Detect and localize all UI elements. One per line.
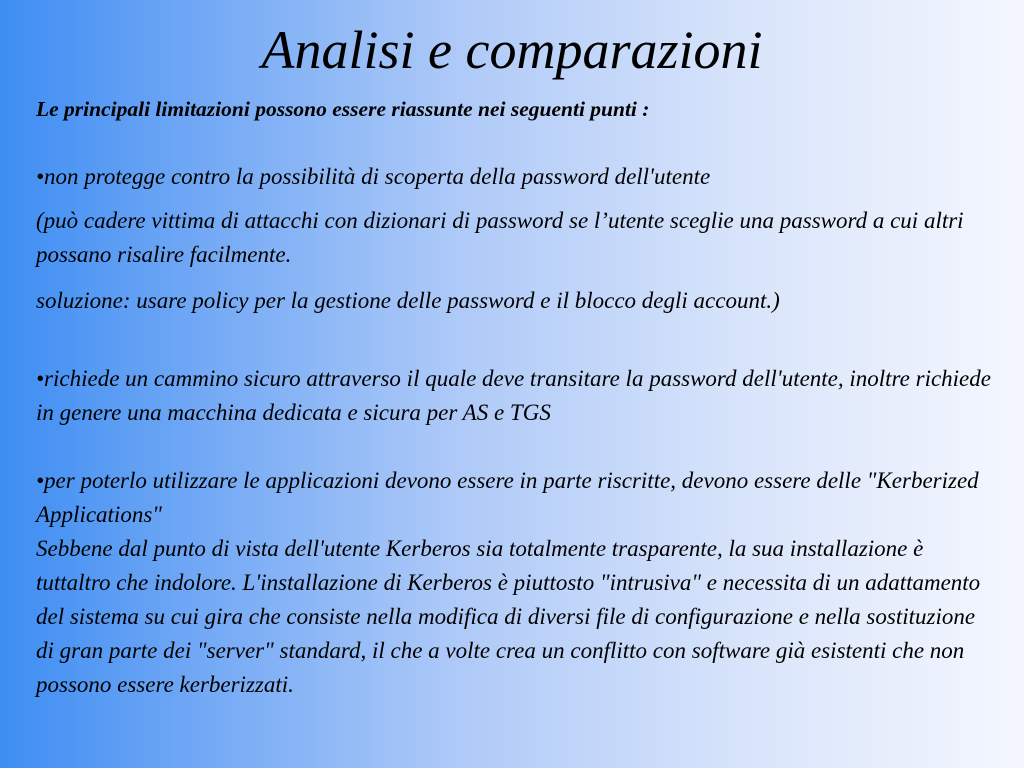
point3-block (36, 464, 996, 702)
point1-solution: soluzione: usare policy per la gestione delle password e il blocco degli account.) (36, 288, 780, 313)
point2-bullet: •richiede un cammino sicuro attraverso il quale deve transitare la password dell'utente, inoltre richiede in genere una macchina dedicata e sicura per AS e TGS (36, 366, 991, 425)
point1-detail: (può cadere vittima di attacchi con dizionari di password se l’utente sceglie una password a cui altri possano risalire facilmente. (36, 208, 964, 267)
point3-bullet: •per poterlo utilizzare le applicazioni devono essere in parte riscritte, devono essere delle "Kerberized Applications" (36, 468, 979, 527)
point1-bullet: •non protegge contro la possibilità di scoperta della password dell'utente (36, 164, 711, 189)
intro-text: Le principali limitazioni possono essere riassunte nei seguenti punti : (36, 97, 650, 121)
slide-title: Analisi e comparazioni (261, 20, 763, 80)
point3-detail: Sebbene dal punto di vista dell'utente Kerberos sia totalmente trasparente, la sua installazione è tuttaltro che indolore. L'installazione di Kerberos è piuttosto "intrusiva" e necessita di un adattamento del sistema su cui gira che consiste nella modifica di diversi file di configurazione e nella sostituzione di gran parte dei "server" standard, il che a volte crea un conflitto con software già esistenti che non possono essere kerberizzati. (36, 536, 981, 697)
